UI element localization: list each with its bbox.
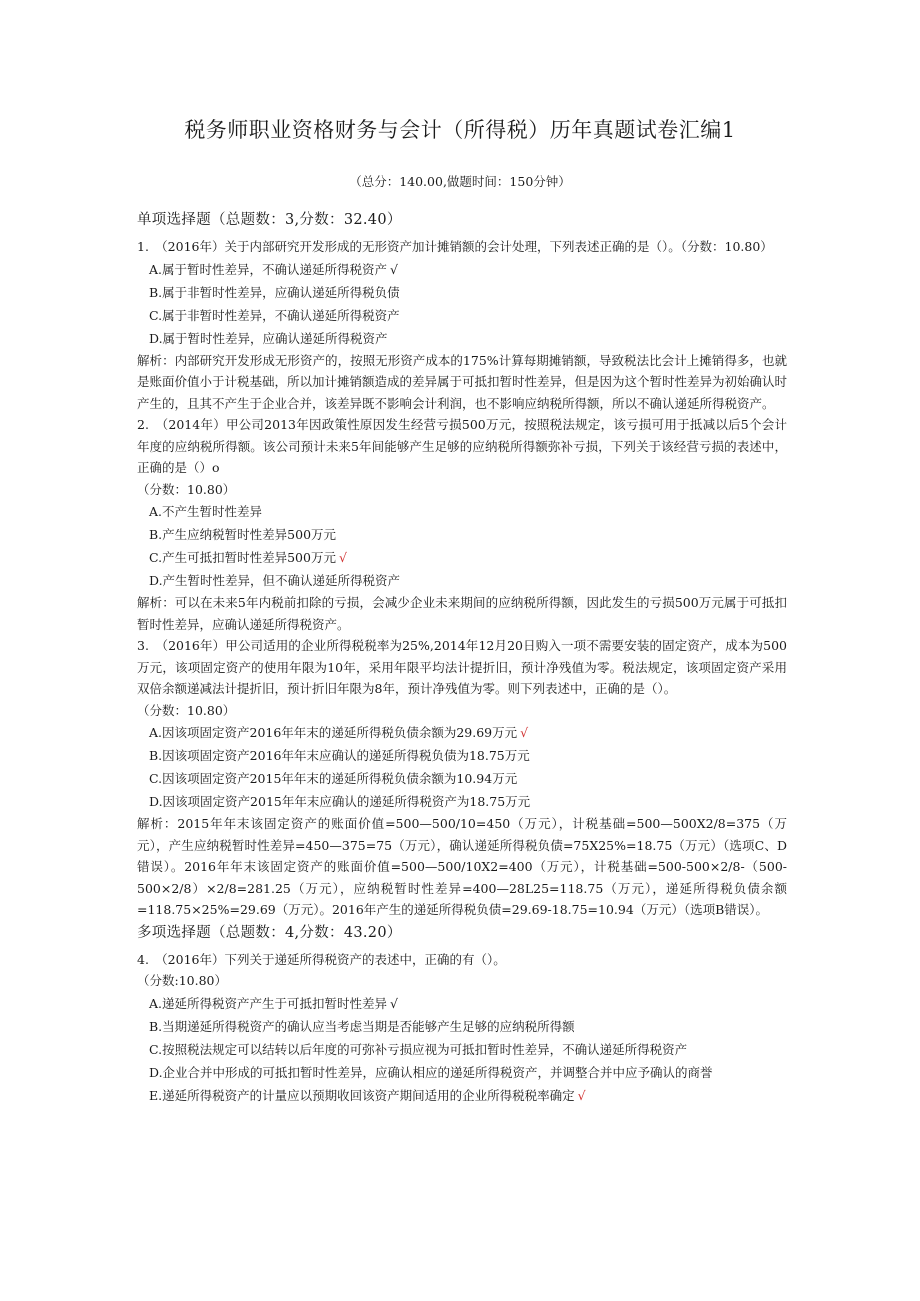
answer-option	[137, 327, 787, 350]
option-label: C.属于非暂时性差异，不确认递延所得税资产	[149, 307, 400, 323]
option-label: B.因该项固定资产2016年年末应确认的递延所得税负债为18.75万元	[149, 748, 530, 763]
option-label: D.属于暂时性差异，应确认递延所得税资产	[149, 330, 388, 346]
answer-option	[137, 546, 787, 569]
question-score: （分数：10.80）	[137, 481, 236, 497]
page-title: 税务师职业资格财务与会计（所得税）历年真题试卷汇编1	[184, 118, 736, 142]
question-text: 1. （2016年）关于内部研究开发形成的无形资产加计摊销额的会计处理，下列表述正确的是（）。（分数：10.80）	[137, 239, 773, 254]
answer-option	[137, 992, 787, 1015]
option-label: A.不产生暂时性差异	[149, 504, 263, 519]
answer-option	[137, 523, 787, 546]
option-label: C.产生可抵扣暂时性差异500万元	[149, 550, 336, 565]
correct-check-icon: √	[390, 995, 398, 1011]
option-label: C.按照税法规定可以结转以后年度的可弥补亏损应视为可抵扣暂时性差异，不确认递延所得税资产	[149, 1041, 688, 1057]
answer-option	[137, 281, 787, 304]
option-label: D.因该项固定资产2015年年末应确认的递延所得税资产为18.75万元	[149, 794, 531, 809]
answer-option	[137, 1015, 787, 1038]
question-text: 3. （2016年）甲公司适用的企业所得税税率为25%,2014年12月20日购入一项不需要安装的固定资产，成本为500万元，该项固定资产的使用年限为10年，采用年限平均法计提折旧，预计净残值为零。税法规定，该项固定资产采用双倍余额递减法计提折旧，预计折旧年限为8年，预计净残值为零。则下列表述中，正确的是（）。	[137, 638, 787, 696]
exam-info: （总分：140.00,做题时间：150分钟）	[349, 174, 571, 189]
answer-option	[137, 569, 787, 592]
option-label: B.属于非暂时性差异，应确认递延所得税负债	[149, 284, 400, 300]
answer-option	[137, 1084, 787, 1107]
option-label: B.产生应纳税暂时性差异500万元	[149, 527, 337, 542]
option-label: A.属于暂时性差异，不确认递延所得税资产	[149, 261, 388, 277]
explanation-text: 解析：2015年年末该固定资产的账面价值=500—500/10=450（万元），计税基础=500—500X2/8=375（万元），产生应纳税暂时性差异=450—375=75（万元），确认递延所得税负债=75X25%=18.75（万元）（选项C、D错误）。2016年年末该固定资产的账面价值=500—500/10X2=400（万元），计税基础=500-500×2/8-（500-500×2/8）×2/8=281.25（万元），应纳税暂时性差异=400—28L25=118.75（万元），递延所得税负债余额=118.75×25%=29.69（万元）。2016年产生的递延所得税负债=29.69-18.75=10.94（万元）（选项B错误）。	[137, 816, 787, 917]
question-text: 2. （2014年）甲公司2013年因政策性原因发生经营亏损500万元，按照税法规定，该亏损可用于抵减以后5个会计年度的应纳税所得额。该公司预计未来5年间能够产生足够的应纳税所得额弥补亏损，下列关于该经营亏损的表述中，正确的是（）o	[137, 417, 787, 475]
option-label: A.递延所得税资产产生于可抵扣暂时性差异	[149, 995, 388, 1011]
section-heading: 单项选择题（总题数：3,分数：32.40）	[137, 212, 402, 228]
question-score: （分数：10.80）	[137, 702, 236, 718]
option-label: A.因该项固定资产2016年年末的递延所得税负债余额为29.69万元	[149, 725, 518, 740]
answer-option	[137, 767, 787, 790]
correct-check-icon: √	[338, 550, 347, 565]
answer-option	[137, 500, 787, 523]
option-label: C.因该项固定资产2015年年末的递延所得税负债余额为10.94万元	[149, 771, 518, 786]
explanation-text: 解析：内部研究开发形成无形资产的，按照无形资产成本的175%计算每期摊销额，导致税法比会计上摊销得多，也就是账面价值小于计税基础，所以加计摊销额造成的差异属于可抵扣暂时性差异，但是因为这个暂时性差异为初始确认时产生的，且其不产生于企业合并，该差异既不影响会计利润，也不影响应纳税所得额，所以不确认递延所得税资产。	[137, 352, 788, 411]
option-label: D.企业合并中形成的可抵扣暂时性差异，应确认相应的递延所得税资产，并调整合并中应予确认的商誉	[149, 1064, 713, 1080]
option-label: E.递延所得税资产的计量应以预期收回该资产期间适用的企业所得税税率确定	[149, 1087, 575, 1103]
answer-option	[137, 1061, 787, 1084]
answer-option	[137, 258, 787, 281]
section-heading: 多项选择题（总题数：4,分数：43.20）	[137, 924, 402, 941]
question-text: 4. （2016年）下列关于递延所得税资产的表述中，正确的有（）。	[137, 951, 506, 967]
answer-option	[137, 304, 787, 327]
correct-check-icon: √	[577, 1087, 586, 1103]
answer-option	[137, 1038, 787, 1061]
option-label: D.产生暂时性差异，但不确认递延所得税资产	[149, 573, 401, 588]
answer-option	[137, 744, 787, 767]
answer-option	[137, 790, 787, 813]
question-score: （分数:10.80）	[137, 973, 227, 988]
exam-content	[137, 210, 787, 1107]
option-label: B.当期递延所得税资产的确认应当考虑当期是否能够产生足够的应纳税所得额	[149, 1018, 575, 1034]
answer-option	[137, 721, 787, 744]
correct-check-icon: √	[520, 725, 529, 740]
explanation-text: 解析：可以在未来5年内税前扣除的亏损，会减少企业未来期间的应纳税所得额，因此发生的亏损500万元属于可抵扣暂时性差异，应确认递延所得税资产。	[137, 595, 787, 632]
correct-check-icon: √	[390, 261, 398, 277]
